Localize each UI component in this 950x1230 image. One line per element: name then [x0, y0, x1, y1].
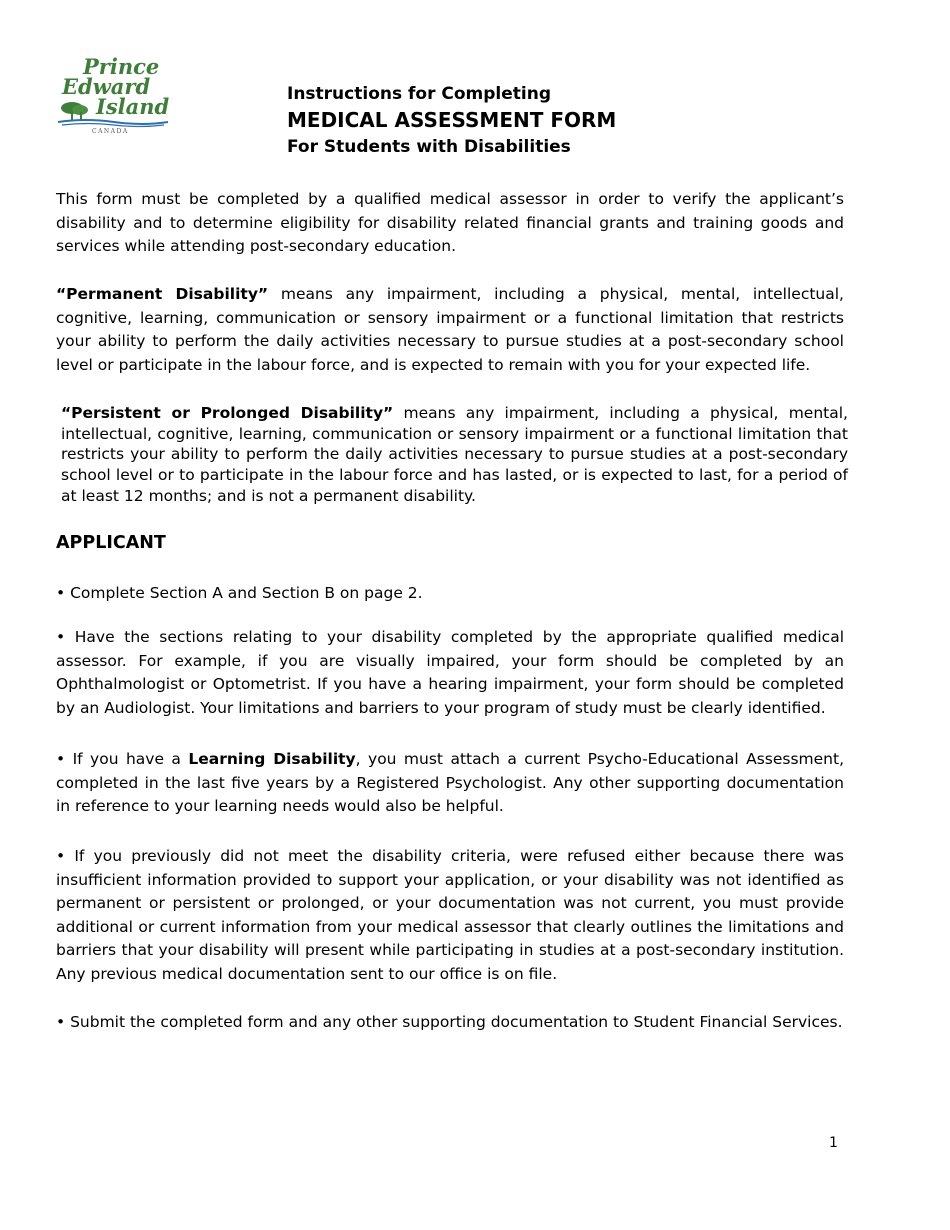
- bullet-3-text: , you must attach a current Psycho-Educational Assessment, completed in the last five years by a Registered Psychologist. Any other supporting documentation in reference to your learning needs would also be helpful.: [56, 750, 844, 816]
- applicant-bullet-4: • If you previously did not meet the disability criteria, were refused either because there was insufficient information provided to support your application, or your disability was not identified as permanent or persistent or prolonged, or your documentation was not current, you must provide additional or current information from your medical assessor that clearly outlines the limitations and barriers that your disability will present while participating in studies at a post-secondary institution. Any previous medical documentation sent to our office is on file.: [56, 847, 844, 983]
- permanent-disability-term: “Permanent Disability”: [56, 285, 269, 303]
- permanent-disability-text: means any impairment, including a physical, mental, intellectual, cognitive, learning, communication or sensory impairment or a functional limitation that restricts your ability to perform the daily activities necessary to pursue studies at a post-secondary school level or participate in the labour force, and is expected to remain with you for your expected life.: [56, 285, 844, 374]
- learning-disability-term: Learning Disability: [188, 750, 356, 768]
- header-title: MEDICAL ASSESSMENT FORM: [287, 108, 617, 132]
- bullet-3-prefix: • If you have a: [56, 750, 189, 768]
- logo-word-edward: Edward: [62, 74, 151, 99]
- applicant-bullet-5: • Submit the completed form and any other supporting documentation to Student Financial Services.: [56, 1013, 843, 1031]
- logo-word-island: Island: [96, 94, 170, 119]
- applicant-bullet-1: • Complete Section A and Section B on page 2.: [56, 584, 423, 602]
- permanent-disability-paragraph: [56, 283, 844, 377]
- header-subtitle: For Students with Disabilities: [287, 137, 571, 157]
- header-line1: Instructions for Completing: [287, 84, 552, 104]
- logo-tree-icon: [61, 102, 88, 120]
- logo-word-prince: Prince: [83, 54, 160, 79]
- pei-logo: [56, 52, 172, 136]
- applicant-heading: APPLICANT: [56, 533, 166, 553]
- logo-word-canada: CANADA: [92, 128, 129, 135]
- applicant-bullet-2: • Have the sections relating to your disability completed by the appropriate qualified medical assessor. For example, if you are visually impaired, your form should be completed by an Ophthalmologist or Optometrist. If you have a hearing impairment, your form should be completed by an Audiologist. Your limitations and barriers to your program of study must be clearly identified.: [56, 628, 844, 717]
- document-header: [287, 83, 707, 159]
- applicant-bullet-3: [56, 748, 844, 819]
- persistent-disability-text: means any impairment, including a physical, mental, intellectual, cognitive, learning, communication or sensory impairment or a functional limitation that restricts your ability to perform the daily activities necessary to pursue studies at a post-secondary school level or to participate in the labour force and has lasted, or is expected to last, for a period of at least 12 months; and is not a permanent disability.: [61, 404, 848, 505]
- intro-paragraph: This form must be completed by a qualified medical assessor in order to verify the applicant’s disability and to determine eligibility for disability related financial grants and training goods and services while attending post-secondary education.: [56, 190, 844, 256]
- persistent-disability-paragraph: [61, 403, 848, 507]
- persistent-disability-term: “Persistent or Prolonged Disability”: [61, 404, 394, 422]
- page-number: 1: [829, 1135, 838, 1151]
